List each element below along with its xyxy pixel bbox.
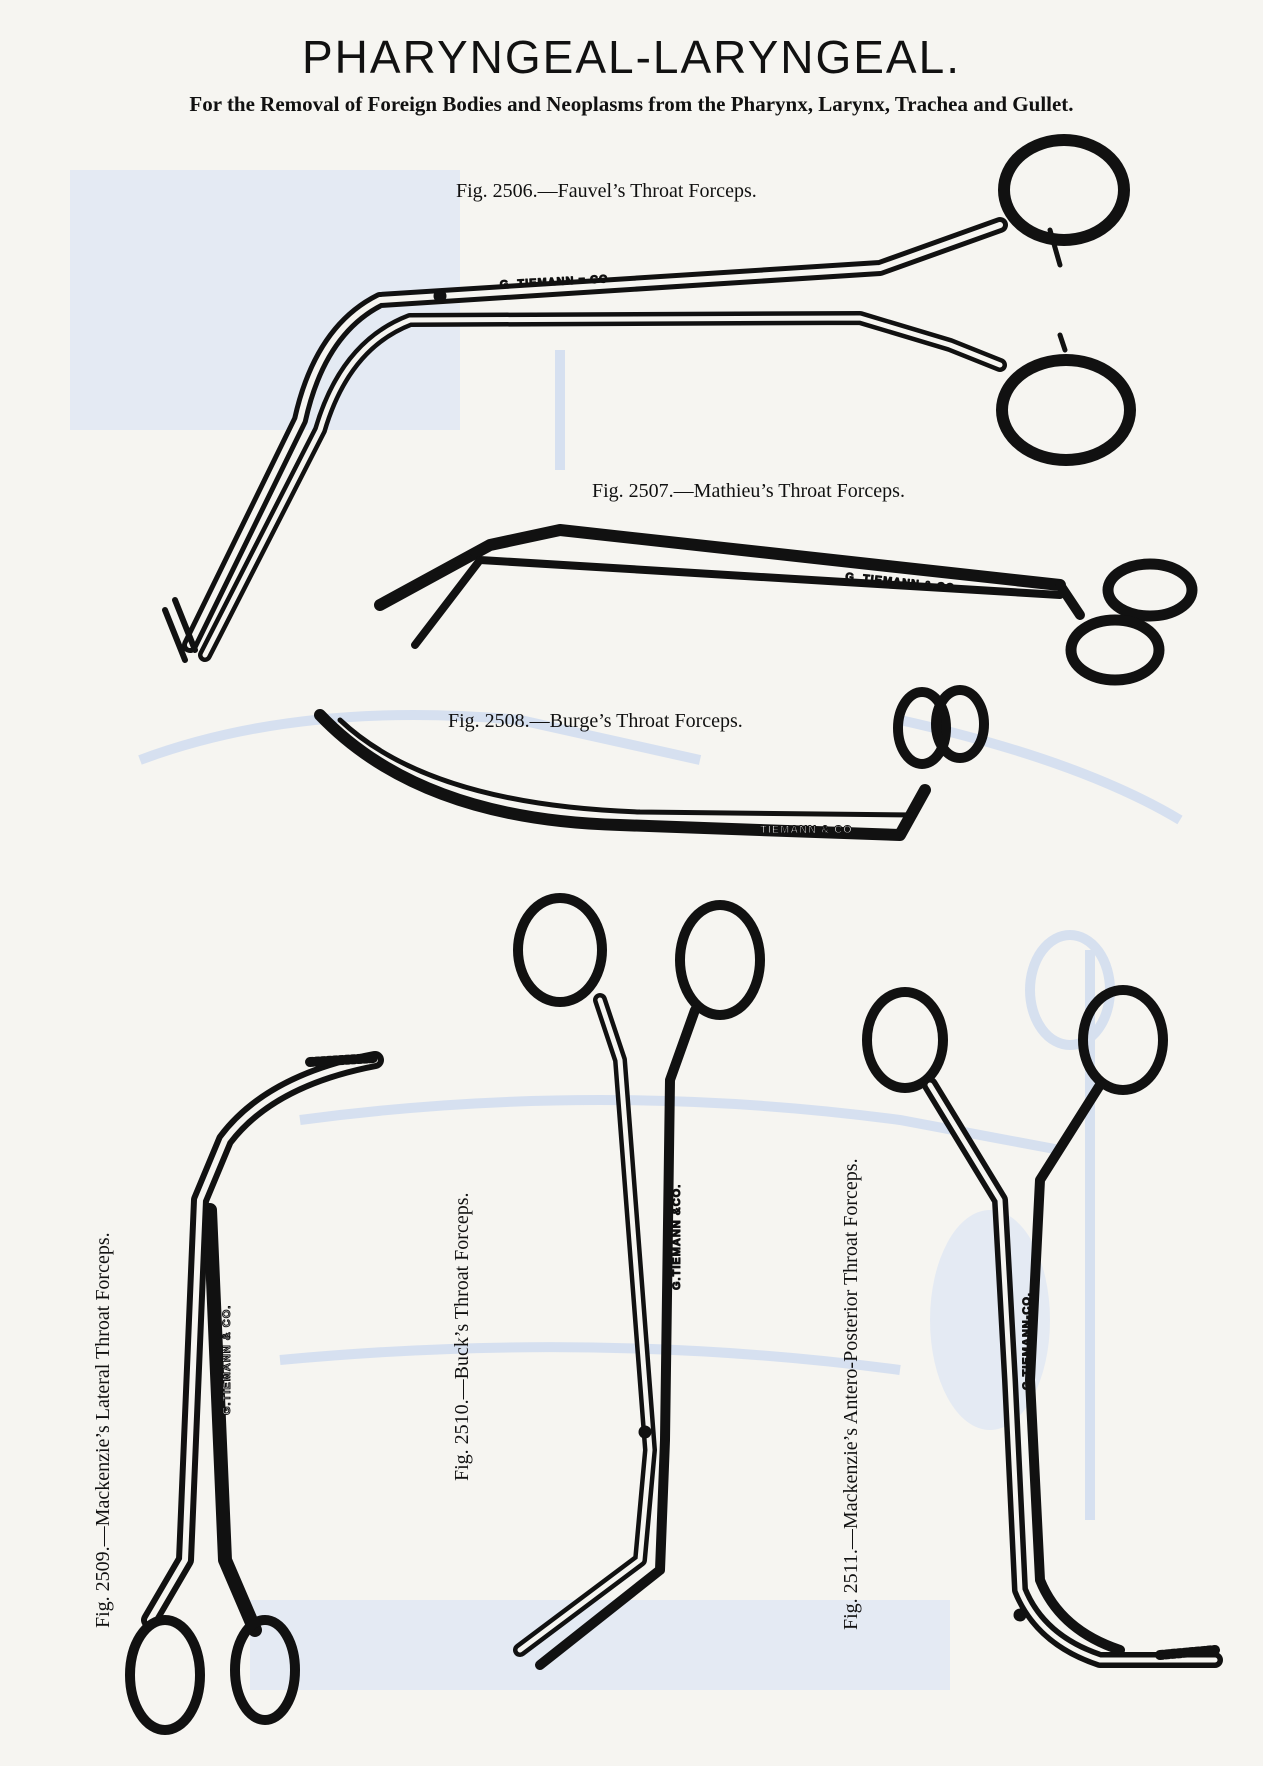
figure-2506-caption: Fig. 2506.—Fauvel’s Throat Forceps. bbox=[456, 180, 757, 202]
mathieu-forceps-illustration bbox=[380, 530, 1192, 680]
burge-maker-mark: TIEMANN & CO bbox=[760, 824, 853, 836]
mathieu-maker-mark: G. TIEMANN & CO. bbox=[844, 571, 960, 595]
mackenzie-lateral-maker-mark: G.TIEMANN & CO. bbox=[221, 1304, 233, 1415]
figure-2509-caption: Fig. 2509.—Mackenzie’s Lateral Throat Forceps. bbox=[92, 1232, 114, 1628]
figure-2510-caption: Fig. 2510.—Buck’s Throat Forceps. bbox=[451, 1192, 473, 1481]
page-subtitle: For the Removal of Foreign Bodies and Neoplasms from the Pharynx, Larynx, Trachea and Gullet. bbox=[189, 92, 1074, 116]
figure-2507-caption: Fig. 2507.—Mathieu’s Throat Forceps. bbox=[592, 480, 905, 502]
burge-forceps-illustration bbox=[320, 690, 984, 836]
fauvel-maker-mark: G. TIEMANN = CO bbox=[499, 273, 609, 291]
figure-2508-caption: Fig. 2508.—Burge’s Throat Forceps. bbox=[448, 710, 743, 732]
mackenzie-ap-maker-mark: G.TIEMANN-CO. bbox=[1021, 1292, 1033, 1390]
buck-forceps-illustration bbox=[518, 898, 760, 1665]
figure-2511-caption: Fig. 2511.—Mackenzie’s Antero-Posterior Throat Forceps. bbox=[840, 1158, 862, 1630]
mackenzie-antero-posterior-forceps-illustration bbox=[867, 990, 1215, 1660]
page-title: PHARYNGEAL-LARYNGEAL. bbox=[302, 31, 961, 83]
mackenzie-lateral-forceps-illustration bbox=[130, 1058, 375, 1730]
buck-maker-mark: G.TIEMANN &CO. bbox=[671, 1183, 683, 1290]
